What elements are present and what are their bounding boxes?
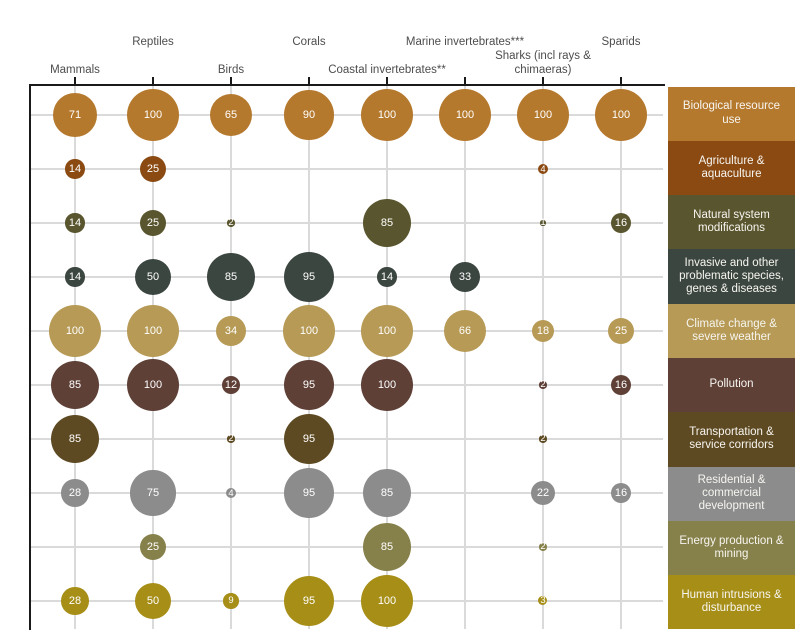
column-header-mammals: Mammals bbox=[50, 63, 100, 76]
gridline-horizontal bbox=[30, 438, 663, 440]
data-bubble-reptiles-agriculture-aquaculture: 25 bbox=[140, 156, 166, 182]
data-bubble-mammals-biological-resource-use: 71 bbox=[53, 93, 97, 137]
row-label-biological-resource-use: Biological resource use bbox=[668, 87, 795, 141]
data-bubble-corals-invasive-and-other-probl: 95 bbox=[284, 252, 335, 303]
data-bubble-corals-pollution: 95 bbox=[284, 360, 335, 411]
column-header-corals: Corals bbox=[292, 35, 326, 48]
data-bubble-coastal-invertebrates-human-intrusions-disturb: 100 bbox=[361, 575, 413, 627]
data-bubble-reptiles-residential-commercial-d: 75 bbox=[130, 470, 175, 515]
data-bubble-marine-invertebrates-biological-resource-use: 100 bbox=[439, 89, 491, 141]
gridline-vertical bbox=[308, 86, 310, 629]
top-axis-line bbox=[29, 84, 665, 86]
data-bubble-reptiles-natural-system-modificat: 25 bbox=[140, 210, 166, 236]
data-bubble-reptiles-biological-resource-use: 100 bbox=[127, 89, 179, 141]
data-bubble-coastal-invertebrates-pollution: 100 bbox=[361, 359, 413, 411]
column-tick bbox=[542, 77, 544, 85]
column-tick bbox=[386, 77, 388, 85]
column-tick bbox=[152, 77, 154, 85]
data-bubble-birds-climate-change-severe-we: 34 bbox=[216, 316, 246, 346]
row-label-natural-system-modifications: Natural system modifications bbox=[668, 195, 795, 249]
data-bubble-sharks-incl-rays-chimaeras-transportation-service-c: 2 bbox=[540, 433, 546, 445]
data-bubble-sparids-pollution: 16 bbox=[611, 375, 632, 396]
data-bubble-corals-residential-commercial-d: 95 bbox=[284, 468, 335, 519]
data-bubble-coastal-invertebrates-residential-commercial-d: 85 bbox=[363, 469, 411, 517]
data-bubble-sharks-incl-rays-chimaeras-natural-system-modificat: 1 bbox=[540, 217, 546, 229]
row-label-human-intrusions-disturbance: Human intrusions & disturbance bbox=[668, 575, 795, 629]
gridline-horizontal bbox=[30, 384, 663, 386]
data-bubble-sharks-incl-rays-chimaeras-energy-production-mining: 2 bbox=[540, 541, 546, 553]
data-bubble-marine-invertebrates-invasive-and-other-probl: 33 bbox=[450, 262, 480, 292]
data-bubble-sharks-incl-rays-chimaeras-biological-resource-use: 100 bbox=[517, 89, 569, 141]
data-bubble-birds-pollution: 12 bbox=[222, 376, 240, 394]
data-bubble-mammals-human-intrusions-disturb: 28 bbox=[61, 587, 89, 615]
data-bubble-reptiles-climate-change-severe-we: 100 bbox=[127, 305, 179, 357]
data-bubble-reptiles-invasive-and-other-probl: 50 bbox=[135, 259, 172, 296]
data-bubble-birds-biological-resource-use: 65 bbox=[210, 94, 252, 136]
data-bubble-mammals-natural-system-modificat: 14 bbox=[65, 213, 84, 232]
data-bubble-birds-transportation-service-c: 2 bbox=[228, 433, 234, 445]
data-bubble-sharks-incl-rays-chimaeras-human-intrusions-disturb: 3 bbox=[540, 595, 546, 607]
gridline-horizontal bbox=[30, 600, 663, 602]
data-bubble-corals-transportation-service-c: 95 bbox=[284, 414, 335, 465]
gridline-vertical bbox=[464, 86, 466, 629]
gridline-horizontal bbox=[30, 546, 663, 548]
column-header-marine-invertebrates: Marine invertebrates*** bbox=[405, 35, 525, 48]
data-bubble-reptiles-pollution: 100 bbox=[127, 359, 179, 411]
data-bubble-reptiles-human-intrusions-disturb: 50 bbox=[135, 583, 172, 620]
gridline-horizontal bbox=[30, 276, 663, 278]
gridline-vertical bbox=[230, 86, 232, 629]
data-bubble-marine-invertebrates-climate-change-severe-we: 66 bbox=[444, 310, 486, 352]
row-label-invasive-and-other-problematic: Invasive and other problematic species, genes & diseases bbox=[668, 249, 795, 303]
row-label-transportation-service-corrido: Transportation & service corridors bbox=[668, 412, 795, 466]
data-bubble-mammals-agriculture-aquaculture: 14 bbox=[65, 159, 84, 178]
column-tick bbox=[620, 77, 622, 85]
column-tick bbox=[230, 77, 232, 85]
data-bubble-mammals-residential-commercial-d: 28 bbox=[61, 479, 89, 507]
data-bubble-birds-natural-system-modificat: 2 bbox=[228, 217, 234, 229]
gridline-horizontal bbox=[30, 330, 663, 332]
data-bubble-coastal-invertebrates-energy-production-mining: 85 bbox=[363, 523, 411, 571]
column-header-birds: Birds bbox=[217, 63, 245, 76]
data-bubble-reptiles-energy-production-mining: 25 bbox=[140, 534, 166, 560]
column-header-reptiles: Reptiles bbox=[132, 35, 174, 48]
data-bubble-mammals-pollution: 85 bbox=[51, 361, 99, 409]
gridline-horizontal bbox=[30, 492, 663, 494]
data-bubble-sharks-incl-rays-chimaeras-climate-change-severe-we: 18 bbox=[532, 320, 554, 342]
column-header-sparids: Sparids bbox=[601, 35, 641, 48]
data-bubble-coastal-invertebrates-biological-resource-use: 100 bbox=[361, 89, 413, 141]
row-label-residential-commercial-develop: Residential & commercial development bbox=[668, 467, 795, 521]
data-bubble-coastal-invertebrates-climate-change-severe-we: 100 bbox=[361, 305, 413, 357]
data-bubble-mammals-invasive-and-other-probl: 14 bbox=[65, 267, 84, 286]
row-label-climate-change-severe-weather: Climate change & severe weather bbox=[668, 304, 795, 358]
data-bubble-sparids-climate-change-severe-we: 25 bbox=[608, 318, 634, 344]
column-tick bbox=[308, 77, 310, 85]
data-bubble-sparids-natural-system-modificat: 16 bbox=[611, 213, 632, 234]
column-tick bbox=[74, 77, 76, 85]
data-bubble-corals-biological-resource-use: 90 bbox=[284, 90, 333, 139]
gridline-vertical bbox=[620, 86, 622, 629]
data-bubble-mammals-climate-change-severe-we: 100 bbox=[49, 305, 101, 357]
data-bubble-coastal-invertebrates-invasive-and-other-probl: 14 bbox=[377, 267, 396, 286]
data-bubble-mammals-transportation-service-c: 85 bbox=[51, 415, 99, 463]
data-bubble-sharks-incl-rays-chimaeras-agriculture-aquaculture: 4 bbox=[538, 164, 548, 174]
data-bubble-birds-residential-commercial-d: 4 bbox=[226, 488, 236, 498]
data-bubble-coastal-invertebrates-natural-system-modificat: 85 bbox=[363, 199, 411, 247]
data-bubble-birds-invasive-and-other-probl: 85 bbox=[207, 253, 255, 301]
data-bubble-sharks-incl-rays-chimaeras-residential-commercial-d: 22 bbox=[531, 481, 555, 505]
row-label-pollution: Pollution bbox=[668, 358, 795, 412]
left-axis-line bbox=[29, 84, 31, 630]
data-bubble-sparids-biological-resource-use: 100 bbox=[595, 89, 647, 141]
column-header-coastal-invertebrates: Coastal invertebrates** bbox=[328, 63, 446, 76]
row-label-energy-production-mining: Energy production & mining bbox=[668, 521, 795, 575]
row-label-agriculture-aquaculture: Agriculture & aquaculture bbox=[668, 141, 795, 195]
column-tick bbox=[464, 77, 466, 85]
data-bubble-sharks-incl-rays-chimaeras-pollution: 2 bbox=[540, 379, 546, 391]
data-bubble-corals-climate-change-severe-we: 100 bbox=[283, 305, 335, 357]
column-header-sharks-incl-rays-chimaeras: Sharks (incl rays & chimaeras) bbox=[495, 49, 591, 76]
data-bubble-sparids-residential-commercial-d: 16 bbox=[611, 483, 632, 504]
gridline-horizontal bbox=[30, 168, 663, 170]
data-bubble-birds-human-intrusions-disturb: 9 bbox=[223, 593, 239, 609]
data-bubble-corals-human-intrusions-disturb: 95 bbox=[284, 576, 335, 627]
